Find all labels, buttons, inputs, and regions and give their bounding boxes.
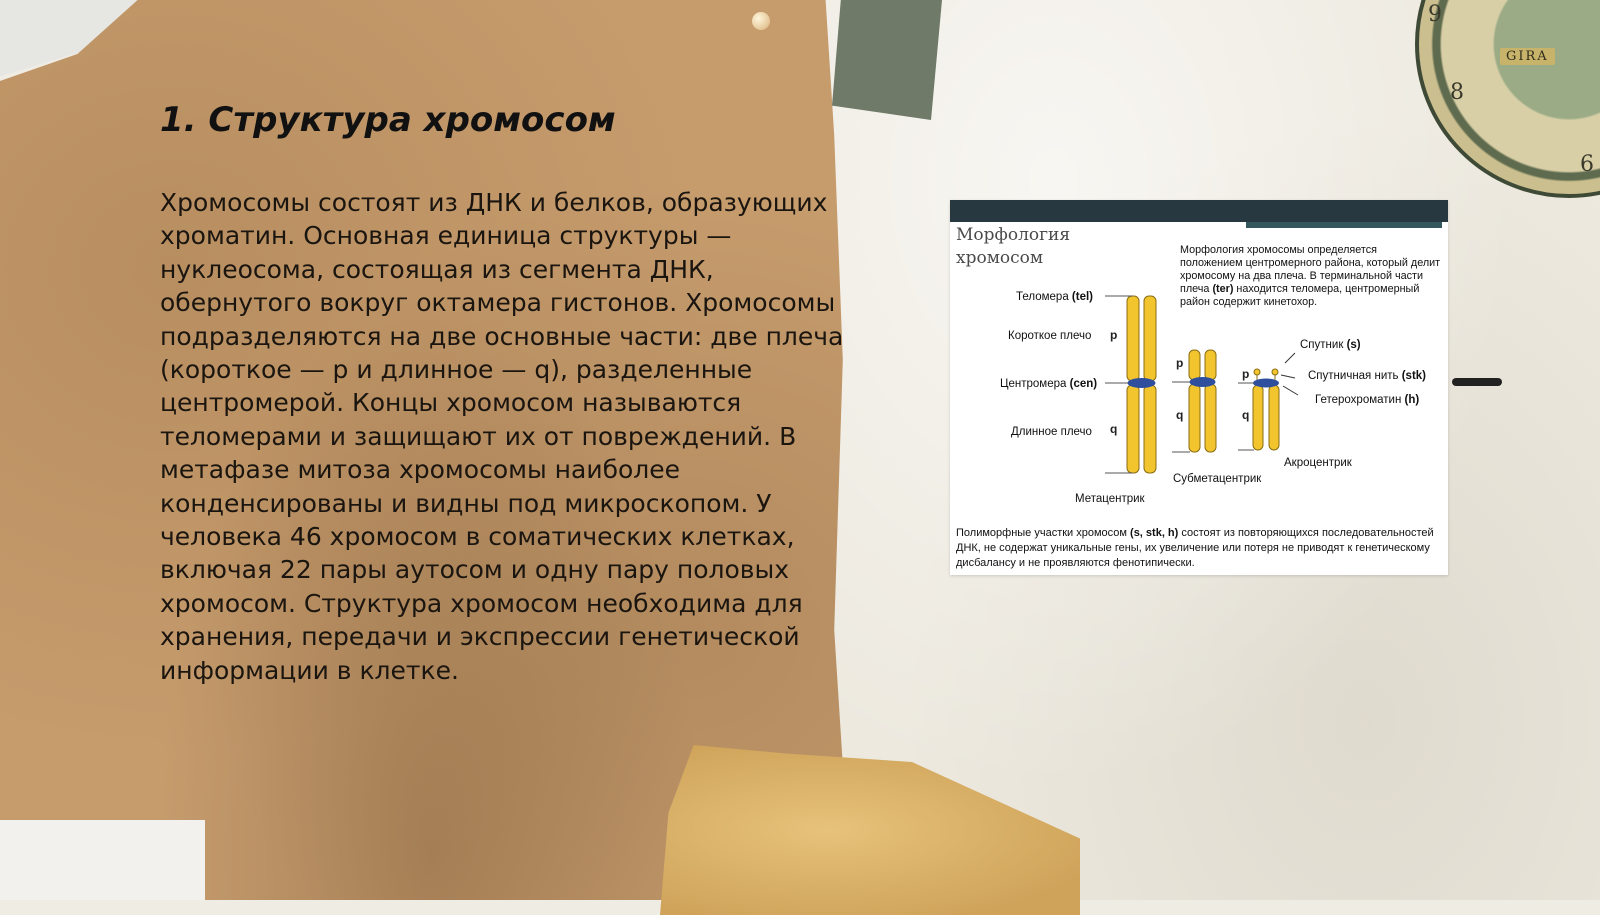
label-telomere (1016, 291, 1093, 303)
chromosome-morphology-figure (950, 200, 1448, 575)
clock-label: GIRA (1500, 48, 1555, 65)
clock-number: 6 (1580, 152, 1594, 177)
label-abbr: (s) (1346, 339, 1361, 351)
label-p-acrocentric: p (1242, 367, 1250, 381)
label-abbr: (tel) (1071, 291, 1094, 303)
label-metacentric: Метацентрик (1075, 493, 1145, 505)
label-p-metacentric: p (1110, 328, 1118, 342)
clock-number: 9 (1428, 2, 1442, 27)
figure-title-line: хромосом (956, 248, 1044, 268)
pin-decoration (752, 12, 770, 30)
paper-scrap-decoration (0, 820, 205, 900)
label-acrocentric: Акроцентрик (1284, 457, 1352, 469)
label-heterochromatin (1315, 394, 1419, 406)
label-text: Гетерохроматин (1315, 394, 1405, 406)
label-text: Центромера (1000, 378, 1070, 390)
metacentric-chromosome (1105, 296, 1156, 473)
label-text: Спутник (1300, 339, 1347, 351)
label-abbr: (h) (1404, 394, 1420, 406)
label-text: Теломера (1016, 291, 1072, 303)
label-p-submetacentric: p (1176, 356, 1184, 370)
label-submetacentric: Субметацентрик (1173, 473, 1262, 485)
label-short-arm: Короткое плечо (1008, 330, 1092, 342)
figure-title-line: Морфология (956, 225, 1071, 245)
slide-title: 1. Структура хромосом (160, 100, 616, 140)
dash-mark-decoration (1452, 378, 1502, 386)
description-abbr: (ter) (1212, 283, 1234, 295)
footnote-abbr: (s, stk, h) (1130, 527, 1179, 539)
description-text: Морфология хромосомы определяется положением центромерного района, который делит хромосому на два плеча. В терминальной части плеча (1180, 244, 1441, 295)
label-q-submetacentric: q (1176, 408, 1184, 422)
green-tape-decoration (832, 0, 942, 120)
label-long-arm: Длинное плечо (1011, 426, 1092, 438)
label-satellite (1300, 339, 1361, 351)
figure-footnote (956, 526, 1444, 571)
label-q-acrocentric: q (1242, 408, 1250, 422)
description-text: находится теломера, центромерный район содержит кинетохор. (1180, 283, 1420, 308)
label-centromere (1000, 378, 1097, 390)
label-satellite-thread (1308, 370, 1426, 382)
clock-number: 8 (1450, 80, 1464, 105)
label-text: Спутничная нить (1308, 370, 1402, 382)
footnote-text: Полиморфные участки хромосом (956, 527, 1131, 539)
label-abbr: (cen) (1069, 378, 1098, 390)
slide-body-text: Хромосомы состоят из ДНК и белков, образующих хроматин. Основная единица структуры — нуклеосома, состоящая из сегмента ДНК, обернутого вокруг октамера гистонов. Хромосомы подразделяются на две основные части: две плеча (короткое — p и длинное — q), разделенные центромерой. Концы хромосом называются теломерами и защищают их от повреждений. В метафазе митоза хромосомы наиболее конденсированы и видны под микроскопом. У человека 46 хромосом в соматических клетках, включая 22 пары аутосом и одну пару половых хромосом. Структура хромосом необходима для хранения, передачи и экспрессии генетической информации в клетке. (160, 188, 844, 685)
label-q-metacentric: q (1110, 422, 1118, 436)
footnote-text: состоят из повторяющихся последовательностей ДНК, не содержат уникальные гены, их увеличение или потеря не приводят к генетическому дисбалансу и не проявляются фенотипически. (956, 527, 1434, 569)
label-abbr: (stk) (1401, 370, 1426, 382)
